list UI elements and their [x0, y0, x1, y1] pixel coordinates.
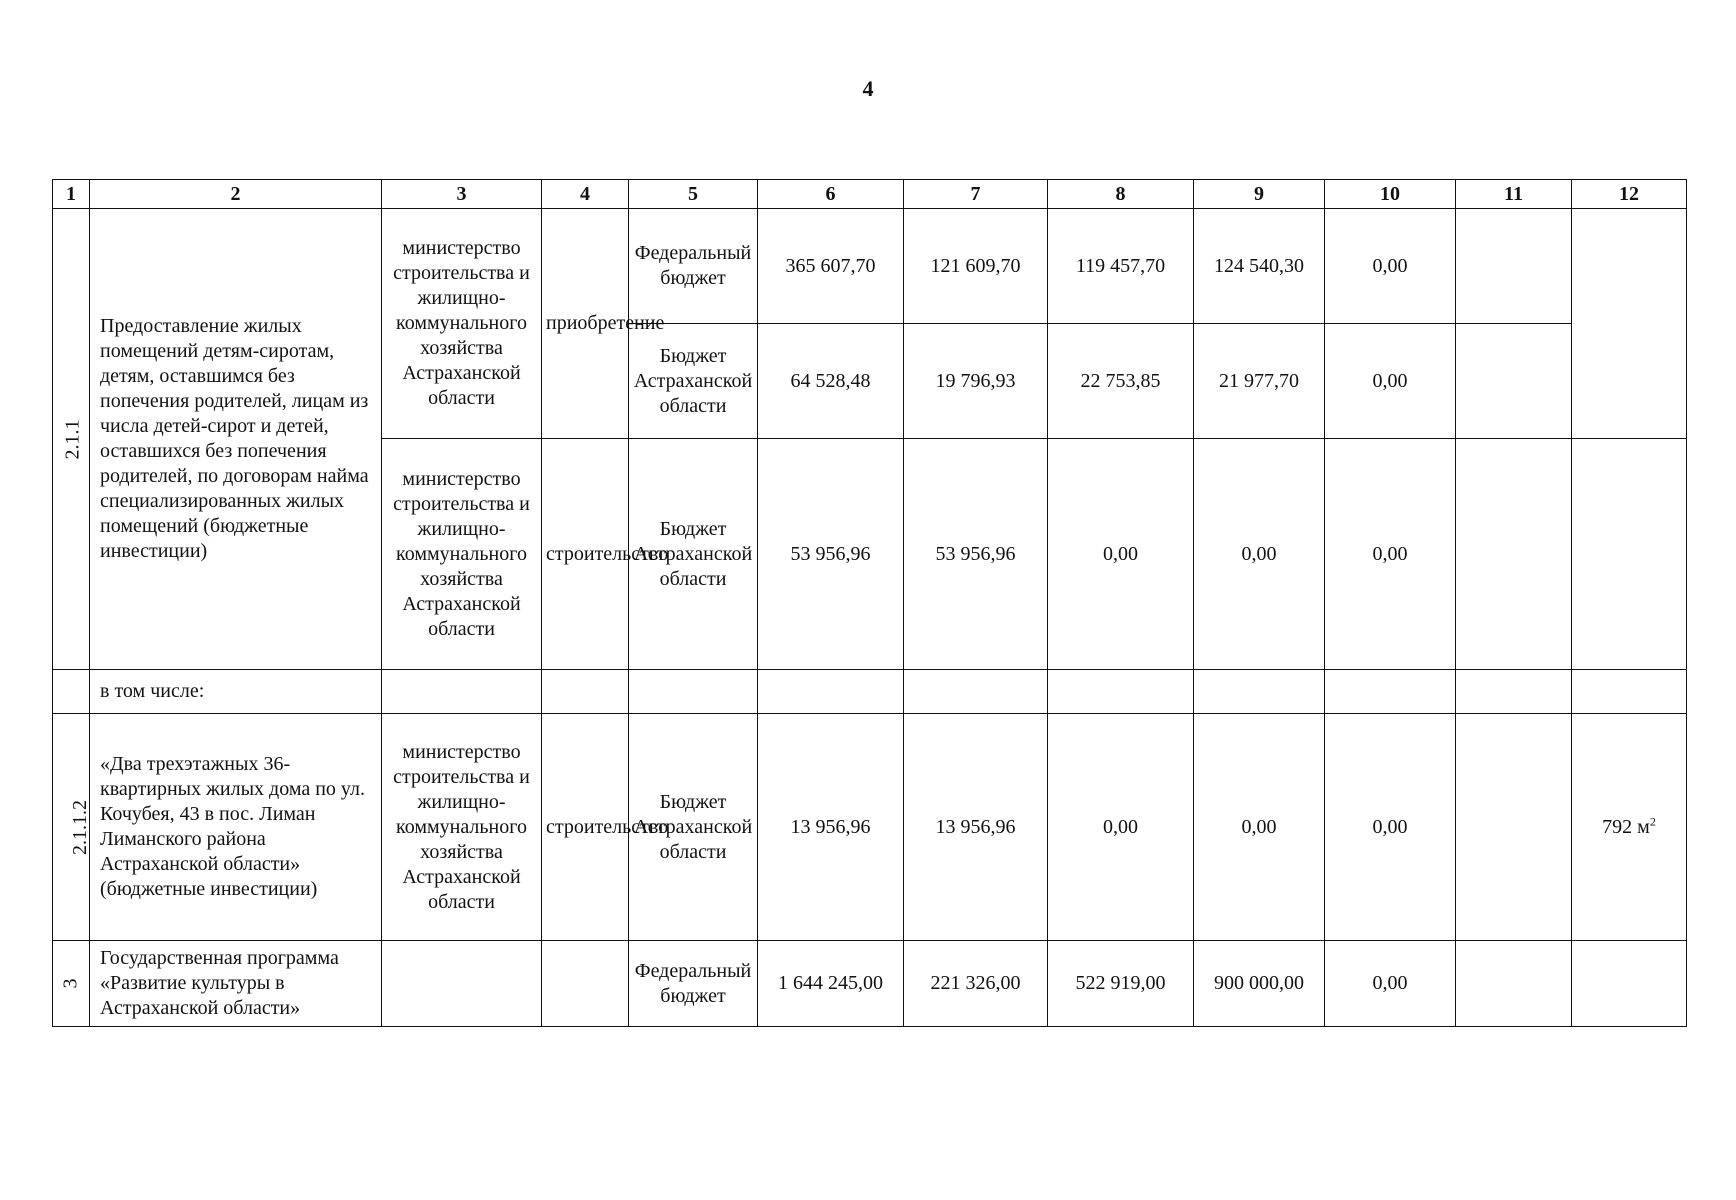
year-value: 0,00	[1194, 714, 1325, 941]
table-row	[53, 670, 1687, 714]
header-cell: 2	[90, 180, 382, 209]
page-number: 4	[862, 76, 874, 101]
empty-cell	[758, 670, 904, 714]
year-value	[1456, 439, 1572, 670]
empty-cell	[1048, 670, 1194, 714]
header-row	[53, 180, 1687, 209]
measure-name: Государственная программа «Развитие культуры в Астраханской области»	[90, 941, 382, 1027]
executor	[382, 941, 542, 1027]
empty-cell	[1456, 670, 1572, 714]
header-cell: 4	[542, 180, 629, 209]
header-cell: 12	[1572, 180, 1687, 209]
empty-cell	[53, 670, 90, 714]
measure-name: «Два трехэтажных 36-квартирных жилых дома по ул. Кочубея, 43 в пос. Лиман Лиманского района Астраханской области» (бюджетные инвестиции)	[90, 714, 382, 941]
year-value: 221 326,00	[904, 941, 1048, 1027]
header-cell: 8	[1048, 180, 1194, 209]
year-value: 0,00	[1325, 209, 1456, 324]
including-label: в том числе:	[90, 670, 382, 714]
measure-type: строительство	[542, 439, 629, 670]
table-row	[53, 714, 1687, 941]
row-number: 2.1.1.2	[69, 799, 91, 855]
funding-source: Федеральный бюджет	[629, 209, 758, 324]
year-value: 900 000,00	[1194, 941, 1325, 1027]
result-superscript: 2	[1649, 813, 1656, 828]
executor: министерство строительства и жилищно-коммунального хозяйства Астраханской области	[382, 209, 542, 439]
total-value: 53 956,96	[758, 439, 904, 670]
header-cell: 11	[1456, 180, 1572, 209]
year-value: 119 457,70	[1048, 209, 1194, 324]
year-value: 121 609,70	[904, 209, 1048, 324]
year-value: 522 919,00	[1048, 941, 1194, 1027]
empty-cell	[1325, 670, 1456, 714]
table-row	[53, 209, 1687, 324]
result-cell	[1572, 439, 1687, 670]
measure-type: строительство	[542, 714, 629, 941]
funding-source: Бюджет Астраханской области	[629, 439, 758, 670]
year-value: 0,00	[1048, 439, 1194, 670]
year-value: 0,00	[1048, 714, 1194, 941]
empty-cell	[629, 670, 758, 714]
result-cell	[1572, 714, 1687, 941]
program-table	[52, 179, 1687, 1027]
total-value: 1 644 245,00	[758, 941, 904, 1027]
empty-cell	[542, 670, 629, 714]
year-value: 21 977,70	[1194, 324, 1325, 439]
year-value	[1456, 714, 1572, 941]
result-cell	[1572, 941, 1687, 1027]
year-value: 124 540,30	[1194, 209, 1325, 324]
header-cell: 3	[382, 180, 542, 209]
empty-cell	[1194, 670, 1325, 714]
year-value: 22 753,85	[1048, 324, 1194, 439]
header-cell: 9	[1194, 180, 1325, 209]
header-cell: 1	[53, 180, 90, 209]
year-value: 0,00	[1325, 714, 1456, 941]
measure-type: приобретение	[542, 209, 629, 439]
result-cell	[1572, 209, 1687, 439]
total-value: 13 956,96	[758, 714, 904, 941]
measure-name: Предоставление жилых помещений детям-сиротам, детям, оставшимся без попечения родителей, лицам из числа детей-сирот и детей, оставшихся без попечения родителей, по договорам найма специализированных жилых помещений (бюджетные инвестиции)	[90, 209, 382, 670]
year-value	[1456, 941, 1572, 1027]
measure-type	[542, 941, 629, 1027]
year-value: 53 956,96	[904, 439, 1048, 670]
funding-source: Бюджет Астраханской области	[629, 324, 758, 439]
total-value: 64 528,48	[758, 324, 904, 439]
row-number-cell	[53, 941, 90, 1027]
row-number-cell	[53, 714, 90, 941]
empty-cell	[382, 670, 542, 714]
empty-cell	[904, 670, 1048, 714]
funding-source: Бюджет Астраханской области	[629, 714, 758, 941]
row-number: 3	[59, 978, 82, 989]
funding-source: Федеральный бюджет	[629, 941, 758, 1027]
year-value: 0,00	[1194, 439, 1325, 670]
year-value: 13 956,96	[904, 714, 1048, 941]
executor: министерство строительства и жилищно-коммунального хозяйства Астраханской области	[382, 714, 542, 941]
year-value	[1456, 209, 1572, 324]
header-cell: 6	[758, 180, 904, 209]
header-cell: 10	[1325, 180, 1456, 209]
year-value: 0,00	[1325, 324, 1456, 439]
result-value: 792 м	[1602, 815, 1650, 838]
year-value: 19 796,93	[904, 324, 1048, 439]
year-value: 0,00	[1325, 941, 1456, 1027]
row-number: 2.1.1	[61, 419, 84, 459]
total-value: 365 607,70	[758, 209, 904, 324]
executor: министерство строительства и жилищно-коммунального хозяйства Астраханской области	[382, 439, 542, 670]
header-cell: 7	[904, 180, 1048, 209]
year-value	[1456, 324, 1572, 439]
year-value: 0,00	[1325, 439, 1456, 670]
header-cell: 5	[629, 180, 758, 209]
table-row	[53, 941, 1687, 1027]
empty-cell	[1572, 670, 1687, 714]
row-number-cell	[53, 209, 90, 670]
